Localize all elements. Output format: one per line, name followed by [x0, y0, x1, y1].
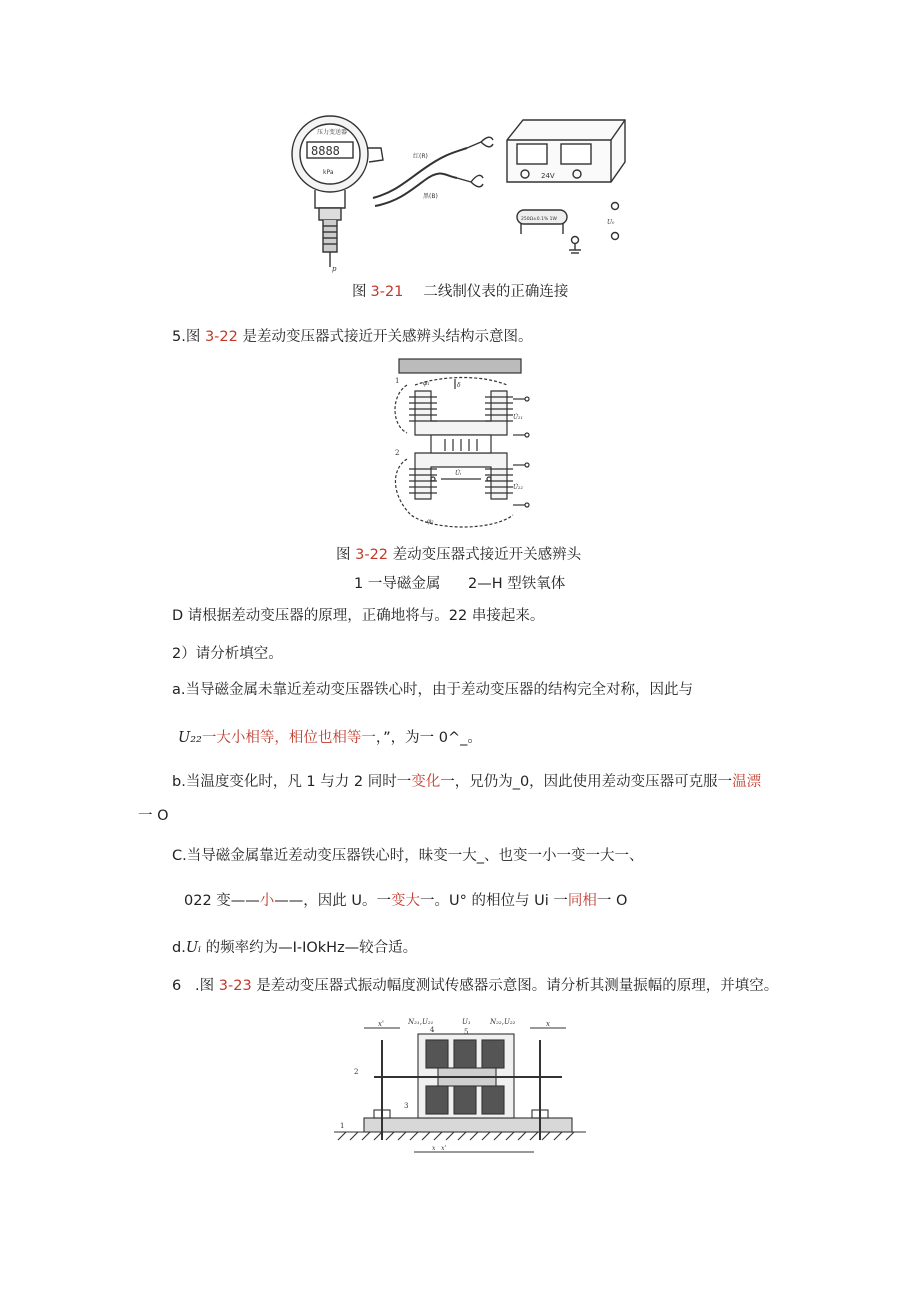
- p-label: p: [332, 265, 337, 273]
- answer-b2: 温漂: [732, 774, 762, 790]
- black-wire-label: 黑(B): [423, 193, 438, 200]
- figure-ref: 3-23: [218, 978, 252, 994]
- label-n22: N₂₂,U₂₂: [490, 1018, 516, 1026]
- resistor-label: 250Ω±0.1% 1W: [521, 217, 557, 222]
- label-4: 4: [430, 1026, 435, 1034]
- label-u22: U̇₂₂: [513, 484, 523, 491]
- label-u21: U̇₂₁: [513, 414, 523, 421]
- figure-ref: 3-22: [204, 329, 238, 345]
- item-c-line-1: C.当导磁金属靠近差动变压器铁心时，昧变一大_、也变一小一变一大一、: [172, 848, 644, 864]
- caption-number: 3-21: [370, 284, 404, 300]
- sub-question-1: D 请根据差动变压器的原理，正确地将与。22 串接起来。: [172, 608, 545, 624]
- label-x: x: [546, 1020, 550, 1028]
- label-2: 2: [354, 1068, 359, 1076]
- figure-3-21-caption: [352, 280, 568, 301]
- caption-prefix: 图: [352, 284, 367, 300]
- figure-3-22-legend: 1 一导磁金属 2—H 型铁氧体: [354, 576, 566, 592]
- figure-3-21: [285, 112, 645, 274]
- red-wire-label: 红(R): [413, 153, 428, 160]
- power-label: 24V: [541, 172, 555, 180]
- label-3: 3: [404, 1102, 409, 1110]
- label-u1: U₁: [462, 1018, 471, 1026]
- label-n21: N₂₁,U₂₁: [408, 1018, 434, 1026]
- item-b-line-1: b.当温度变化时，凡 1 与力 2 同时一变化一，兄仍为_0，因此使用差动变压器可克服一温漂: [172, 774, 762, 790]
- figure-3-22-caption: 图 3-22 差动变压器式接近开关感辨头: [336, 547, 582, 563]
- item-a-line-2: U₂₂一大小相等，相位也相等一，”，为一 0^_。: [178, 730, 482, 746]
- label-1: 1: [395, 377, 400, 385]
- answer-c1: 小: [259, 893, 275, 909]
- question-5: 5.图 3-22 是差动变压器式接近开关感辨头结构示意图。: [172, 329, 533, 345]
- answer-c2: 变大: [391, 893, 421, 909]
- answer-b1: 变化: [411, 774, 441, 790]
- item-a-line-1: a.当导磁金属未靠近差动变压器铁心时，由于差动变压器的结构完全对称，因此与: [172, 682, 693, 698]
- label-ui: U̇ᵢ: [455, 470, 462, 477]
- item-c-line-2: 022 变——小——，因此 U。一变大一。U° 的相位与 Ui 一同相一 O: [184, 893, 628, 909]
- label-phi1: φ₁: [423, 380, 430, 387]
- item-b-line-2: 一 O: [138, 808, 169, 824]
- caption-text: 二线制仪表的正确连接: [423, 284, 569, 300]
- figure-3-22: [393, 355, 535, 535]
- sub-question-2: 2）请分析填空。: [172, 646, 283, 662]
- answer-c3: 同相: [567, 893, 597, 909]
- label-x-prime: x': [378, 1020, 384, 1028]
- label-2: 2: [395, 449, 400, 457]
- unit-label: kPa: [323, 169, 334, 176]
- item-d: d.Uᵢ 的频率约为—I-IOkHz—较合适。: [172, 940, 418, 956]
- answer-a: 大小相等，相位也相等一: [216, 730, 376, 746]
- uo-label: U₀: [607, 219, 615, 226]
- question-6: 6 .图 3-23 是差动变压器式振动幅度测试传感器示意图。请分析其测量振幅的原理，并填空。: [172, 978, 779, 994]
- label-delta: δ: [457, 382, 461, 389]
- figure-3-23: [334, 1010, 586, 1160]
- label-1: 1: [340, 1122, 345, 1130]
- label-phi2: φ₂: [427, 518, 434, 525]
- label-bottom-x: x x': [432, 1145, 447, 1152]
- transmitter-label: 压力变送器: [317, 129, 348, 136]
- label-5: 5: [464, 1028, 469, 1036]
- caption-number: 3-22: [355, 547, 389, 563]
- display-digits: 8888: [311, 144, 340, 158]
